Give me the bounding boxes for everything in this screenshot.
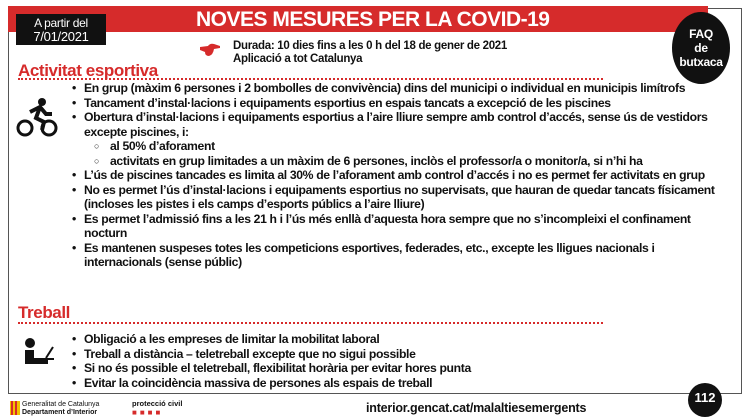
generalitat-logo-icon: [10, 401, 20, 415]
list-subitem: ○ al 50% d’aforament: [70, 139, 730, 154]
pointing-hand-icon: [200, 43, 220, 57]
list-item: • Es mantenen suspeses totes les competicions esportives, federades, etc., excepte les lligues nacionals i internacionals (sense públic): [70, 241, 730, 270]
pc-label: protecció civil: [132, 399, 183, 408]
faq-line: FAQ: [689, 27, 713, 41]
website-link[interactable]: interior.gencat.cat/malaltiesemergents: [366, 401, 587, 415]
list-item: • Tancament d’instal·lacions i equipaments esportius en espais tancats a excepció de les piscines: [70, 96, 730, 111]
duration-info: [233, 40, 507, 66]
section-title-sport: Activitat esportiva: [18, 61, 158, 80]
page-title: NOVES MESURES PER LA COVID-19: [196, 8, 550, 31]
list-item: • Si no és possible el teletreball, flexibilitat horària per evitar hores punta: [70, 361, 670, 376]
gen-line: Generalitat de Catalunya: [22, 401, 100, 408]
list-item: • Obertura d’instal·lacions i equipaments esportius a l’aire lliure sempre amb control d’accés, sense ús de vestidors excepte piscines, i:: [70, 110, 730, 139]
proteccio-civil-logo: [132, 399, 182, 417]
list-item: • L’ús de piscines tancades es limita al 30% de l’aforament amb control d’accés i no es permet fer activitats en grup: [70, 168, 730, 183]
date-label: A partir del: [34, 16, 88, 30]
list-item: • Evitar la coincidència massiva de persones als espais de treball: [70, 376, 670, 391]
section-title-work: Treball: [18, 303, 71, 322]
emergency-112-badge: 112: [688, 383, 722, 417]
list-item: • Treball a distància – teletreball excepte que no sigui possible: [70, 347, 670, 362]
faq-badge: [672, 12, 730, 84]
date-value: 7/01/2021: [33, 29, 89, 44]
remote-work-icon: [22, 338, 62, 368]
list-item: • Es permet l’admissió fins a les 21 h i l’ús més enllà d’aquesta hora sempre que no s’incompleixi el confinament nocturn: [70, 212, 730, 241]
cyclist-icon: [16, 98, 58, 138]
divider: [18, 322, 603, 324]
faq-line: butxaca: [679, 55, 723, 69]
scope-text: Aplicació a tot Catalunya: [233, 53, 363, 65]
list-item: • En grup (màxim 6 persones i 2 bombolles de convivència) dins del municipi o individual en municipis limítrofs: [70, 81, 730, 96]
divider: [18, 78, 603, 80]
generalitat-logo: [22, 401, 99, 417]
footer: [0, 398, 750, 420]
work-measures-list: [70, 332, 670, 390]
pc-squares-icon: ■■■■: [132, 408, 164, 417]
duration-text: Durada: 10 dies fins a les 0 h del 18 de gener de 2021: [233, 40, 507, 52]
faq-line: de: [694, 41, 708, 55]
list-subitem: ○ activitats en grup limitades a un màxim de 6 persones, inclòs el professor/a o monitor/a, si n’hi ha: [70, 154, 730, 169]
list-item: • Obligació a les empreses de limitar la mobilitat laboral: [70, 332, 670, 347]
date-badge: [16, 14, 106, 45]
list-item: • No es permet l’ús d’instal·lacions i equipaments esportius no supervisats, que hauran de quedar tancats físicament (incloses les pistes i els camps d’esports públics a l’aire lliure): [70, 183, 730, 212]
sport-measures-list: [70, 81, 730, 270]
gen-line: Departament d’Interior: [22, 409, 98, 416]
